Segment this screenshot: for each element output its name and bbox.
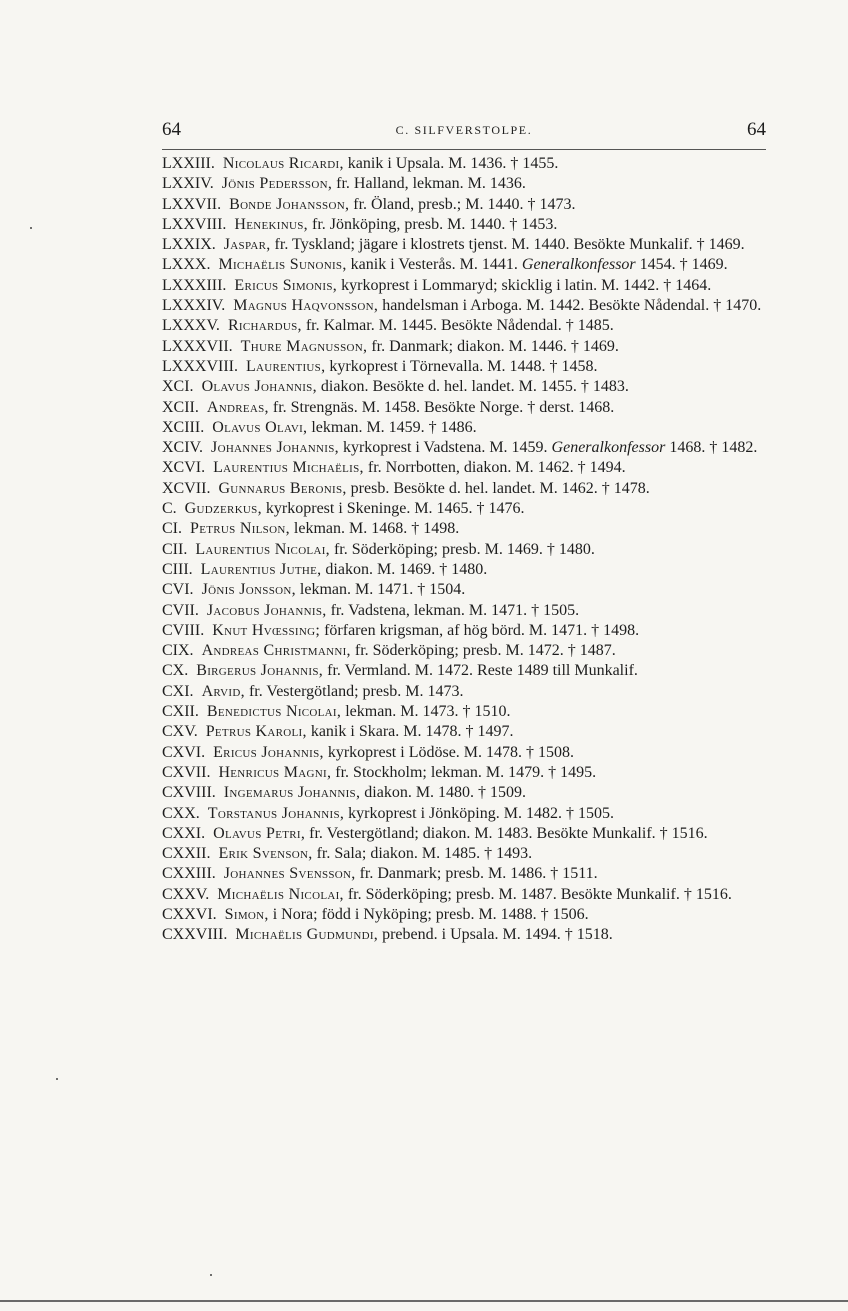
entry-name: Jacobus Johannis,: [206, 601, 327, 619]
list-item: [162, 824, 768, 844]
entry-name: Thure Magnusson,: [240, 337, 368, 355]
entry-number: CXXVI.: [162, 905, 217, 923]
entry-number: XCIII.: [162, 418, 205, 436]
entry-name: Nicolaus Ricardi,: [222, 155, 344, 172]
entry-name: Michaëlis Gudmundi,: [235, 926, 379, 944]
list-item: [162, 519, 768, 539]
list-item: [162, 418, 768, 438]
entry-name: Gunnarus Beronis,: [218, 479, 347, 497]
entry-text: fr. Vestergötland; presb. M. 1473.: [248, 682, 464, 700]
entry-number: CXXV.: [162, 885, 210, 903]
entry-text: fr. Danmark; diakon. M. 1446. † 1469.: [371, 337, 619, 355]
entry-number: LXXVIII.: [162, 215, 227, 233]
running-header: [162, 114, 766, 144]
entry-number: CI.: [162, 520, 182, 538]
list-item: [162, 763, 768, 783]
entry-number: CIII.: [162, 560, 193, 578]
running-title: C. SILFVERSTOLPE.: [395, 123, 533, 137]
entry-number: LXXX.: [162, 256, 211, 274]
entry-name: Laurentius Juthe,: [200, 560, 322, 578]
entry-number: CXXII.: [162, 845, 211, 863]
entry-text: fr. Tyskland; jägare i klostrets tjenst. M. 1440. Besökte Munkalif. † 1469.: [274, 236, 745, 254]
entry-name: Petrus Karoli,: [205, 723, 307, 741]
entry-text: fr. Söderköping; presb. M. 1487. Besökte Munkalif. † 1516.: [347, 885, 732, 903]
page-number-left: 64: [162, 119, 181, 140]
entry-text: fr. Söderköping; presb. M. 1469. † 1480.: [333, 540, 595, 558]
list-item: [162, 499, 768, 519]
entry-number: CII.: [162, 540, 188, 558]
page-speck: [56, 1078, 58, 1080]
entry-name: Ingemarus Johannis,: [223, 784, 361, 802]
entry-text: fr. Sala; diakon. M. 1485. † 1493.: [316, 845, 533, 863]
entry-text: kyrkoprest i Jönköping. M. 1482. † 1505.: [348, 804, 614, 822]
entry-number: CXVI.: [162, 743, 206, 761]
entry-number: CVIII.: [162, 621, 205, 639]
entry-name: Olavus Johannis,: [201, 378, 317, 396]
entry-number: C.: [162, 500, 177, 518]
entry-number: CXV.: [162, 723, 198, 741]
entry-name: Laurentius Nicolai,: [195, 540, 330, 558]
entry-list: [162, 154, 768, 946]
entry-text: kanik i Upsala. M. 1436. † 1455.: [347, 155, 559, 172]
entry-name: Benedictus Nicolai,: [206, 703, 342, 721]
entry-text: fr. Norrbotten, diakon. M. 1462. † 1494.: [367, 459, 626, 477]
page-speck: [30, 227, 32, 229]
list-item: [162, 377, 768, 397]
list-item: [162, 195, 768, 215]
page-number-right: 64: [747, 119, 766, 140]
entry-number: CXXIII.: [162, 865, 216, 883]
entry-text: fr. Vestergötland; diakon. M. 1483. Besökte Munkalif. † 1516.: [309, 824, 708, 842]
entry-number: CX.: [162, 662, 189, 680]
list-item: [162, 215, 768, 235]
entry-text: kyrkoprest i Törnevalla. M. 1448. † 1458.: [329, 357, 598, 375]
entry-name: Knut Hvœssing;: [212, 621, 321, 639]
list-item: [162, 560, 768, 580]
entry-name: Henricus Magni,: [218, 763, 332, 781]
entry-number: LXXXVII.: [162, 337, 233, 355]
list-item: [162, 357, 768, 377]
entry-text: handelsman i Arboga. M. 1442. Besökte Nådendal. † 1470.: [382, 297, 762, 315]
list-item: [162, 174, 768, 194]
entry-text: fr. Strengnäs. M. 1458. Besökte Norge. † derst. 1468.: [272, 398, 615, 416]
entry-number: LXXIV.: [162, 175, 214, 193]
entry-text: lekman. M. 1471. † 1504.: [299, 581, 466, 599]
entry-text: prebend. i Upsala. M. 1494. † 1518.: [382, 926, 613, 944]
entry-number: CXX.: [162, 804, 200, 822]
entry-number: LXXIX.: [162, 236, 216, 254]
entry-text: kyrkoprest i Vadstena. M. 1459.: [342, 439, 548, 457]
entry-text: kyrkoprest i Lommaryd; skicklig i latin. M. 1442. † 1464.: [341, 276, 712, 294]
entry-text: fr. Söderköping; presb. M. 1472. † 1487.: [354, 642, 616, 660]
entry-text-continued: 1468. † 1482.: [669, 439, 758, 457]
entry-name: Johannes Svensson,: [223, 865, 356, 883]
entry-name: Olavus Petri,: [213, 824, 306, 842]
entry-number: CVII.: [162, 601, 199, 619]
entry-text: kyrkoprest i Lödöse. M. 1478. † 1508.: [327, 743, 575, 761]
list-item: [162, 316, 768, 336]
entry-number: XCVI.: [162, 459, 206, 477]
list-item: [162, 864, 768, 884]
entry-name: Laurentius Michaëlis,: [213, 459, 364, 477]
list-item: [162, 479, 768, 499]
list-item: [162, 458, 768, 478]
entry-name: Johannes Johannis,: [211, 439, 339, 457]
entry-number: LXXXIII.: [162, 276, 227, 294]
entry-italic-title: Generalkonfessor: [551, 439, 666, 457]
entry-text: fr. Öland, presb.; M. 1440. † 1473.: [353, 195, 576, 213]
list-item: [162, 702, 768, 722]
entry-name: Jaspar,: [223, 236, 271, 254]
entry-name: Bonde Johansson,: [229, 195, 350, 213]
entry-number: XCI.: [162, 378, 194, 396]
entry-text: kanik i Vesterås. M. 1441.: [350, 256, 518, 274]
entry-text: kyrkoprest i Skeninge. M. 1465. † 1476.: [265, 500, 525, 518]
entry-text: lekman. M. 1468. † 1498.: [293, 520, 460, 538]
list-item: [162, 621, 768, 641]
entry-name: Michaëlis Sunonis,: [218, 256, 347, 274]
entry-number: CXI.: [162, 682, 194, 700]
entry-text: diakon. M. 1480. † 1509.: [364, 784, 527, 802]
entry-number: LXXVII.: [162, 195, 222, 213]
entry-name: Laurentius,: [245, 357, 326, 375]
list-item: [162, 661, 768, 681]
entry-name: Ericus Simonis,: [234, 276, 338, 294]
entry-name: Ericus Johannis,: [213, 743, 324, 761]
entry-name: Jönis Pedersson,: [221, 175, 333, 193]
list-item: [162, 580, 768, 600]
entry-number: CXVII.: [162, 763, 211, 781]
header-rule: [162, 149, 766, 150]
entry-name: Gudzerkus,: [184, 500, 262, 518]
entry-text-continued: 1454. † 1469.: [639, 256, 728, 274]
entry-text: fr. Stockholm; lekman. M. 1479. † 1495.: [335, 763, 597, 781]
entry-name: Andreas Christmanni,: [201, 642, 351, 660]
entry-number: CVI.: [162, 581, 194, 599]
list-item: [162, 804, 768, 824]
entry-text: kanik i Skara. M. 1478. † 1497.: [310, 723, 514, 741]
entry-text: fr. Kalmar. M. 1445. Besökte Nådendal. † 1485.: [305, 317, 614, 335]
entry-number: XCII.: [162, 398, 199, 416]
entry-name: Petrus Nilson,: [190, 520, 290, 538]
entry-text: fr. Halland, lekman. M. 1436.: [336, 175, 526, 193]
entry-text: fr. Vermland. M. 1472. Reste 1489 till Munkalif.: [327, 662, 638, 680]
list-item: [162, 783, 768, 803]
entry-name: Olavus Olavi,: [212, 418, 308, 436]
list-item: [162, 743, 768, 763]
list-item: [162, 722, 768, 742]
list-item: [162, 154, 768, 174]
entry-text: fr. Jönköping, presb. M. 1440. † 1453.: [311, 215, 558, 233]
entry-name: Jönis Jonsson,: [201, 581, 296, 599]
entry-number: XCIV.: [162, 439, 204, 457]
entry-text: förfaren krigsman, af hög börd. M. 1471. † 1498.: [324, 621, 640, 639]
entry-name: Birgerus Johannis,: [196, 662, 324, 680]
list-item: [162, 601, 768, 621]
entry-text: fr. Danmark; presb. M. 1486. † 1511.: [359, 865, 598, 883]
list-item: [162, 438, 768, 458]
list-item: [162, 641, 768, 661]
entry-number: CXII.: [162, 703, 199, 721]
list-item: [162, 337, 768, 357]
list-item: [162, 682, 768, 702]
entry-text: i Nora; född i Nyköping; presb. M. 1488. † 1506.: [272, 905, 589, 923]
entry-text: lekman. M. 1459. † 1486.: [311, 418, 477, 436]
list-item: [162, 905, 768, 925]
entry-name: Michaëlis Nicolai,: [217, 885, 344, 903]
list-item: [162, 925, 768, 945]
entry-text: lekman. M. 1473. † 1510.: [345, 703, 511, 721]
entry-number: LXXXVIII.: [162, 357, 238, 375]
entry-number: LXXIII.: [162, 155, 215, 172]
entry-name: Simon,: [224, 905, 269, 923]
entry-number: CXVIII.: [162, 784, 216, 802]
entry-number: CXXI.: [162, 824, 206, 842]
entry-number: CIX.: [162, 642, 194, 660]
list-item: [162, 235, 768, 255]
entry-number: XCVII.: [162, 479, 211, 497]
entry-text: diakon. M. 1469. † 1480.: [325, 560, 488, 578]
list-item: [162, 844, 768, 864]
list-item: [162, 255, 768, 275]
entry-name: Magnus Haqvonsson,: [233, 297, 379, 315]
list-item: [162, 296, 768, 316]
entry-name: Erik Svenson,: [218, 845, 313, 863]
list-item: [162, 540, 768, 560]
entry-name: Henekinus,: [234, 215, 308, 233]
page-speck: [210, 1274, 212, 1276]
entry-text: presb. Besökte d. hel. landet. M. 1462. † 1478.: [350, 479, 650, 497]
entry-text: fr. Vadstena, lekman. M. 1471. † 1505.: [330, 601, 580, 619]
entry-name: Andreas,: [206, 398, 269, 416]
entry-number: CXXVIII.: [162, 926, 228, 944]
entry-text: diakon. Besökte d. hel. landet. M. 1455. † 1483.: [320, 378, 629, 396]
list-item: [162, 398, 768, 418]
entry-name: Torstanus Johannis,: [207, 804, 345, 822]
entry-italic-title: Generalkonfessor: [521, 256, 636, 274]
entry-name: Arvid,: [201, 682, 245, 700]
entry-name: Richardus,: [227, 317, 302, 335]
list-item: [162, 885, 768, 905]
scan-edge-line: [0, 1300, 848, 1302]
list-item: [162, 276, 768, 296]
entry-number: LXXXV.: [162, 317, 220, 335]
entry-number: LXXXIV.: [162, 297, 226, 315]
